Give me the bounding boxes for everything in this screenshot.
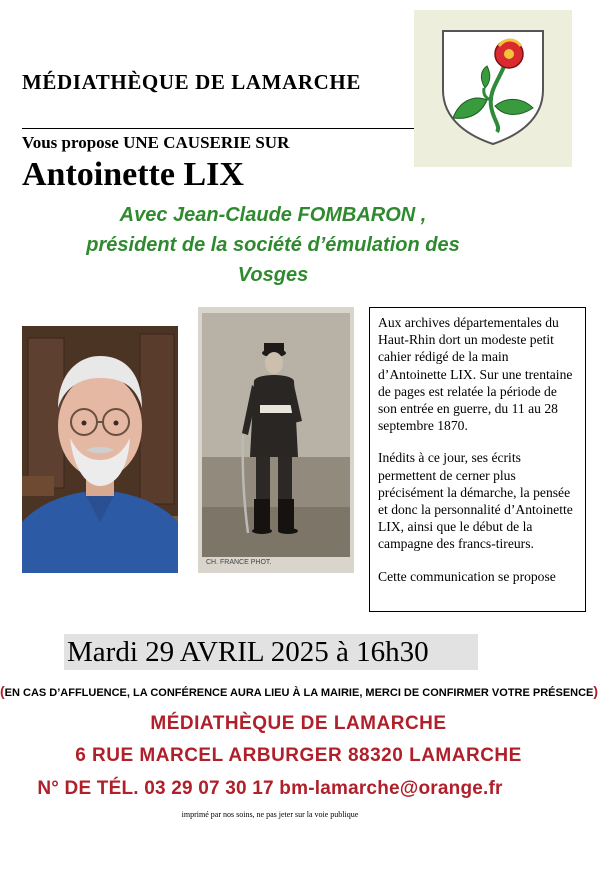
talk-subject: Antoinette LIX (22, 156, 244, 193)
header-rule (22, 128, 414, 129)
print-footnote: imprimé par nos soins, ne pas jeter sur la voie publique (181, 810, 359, 819)
info-paragraph-3: Cette communication se propose (378, 568, 556, 584)
speaker-photo (22, 326, 178, 573)
photo-caption: CH. FRANCE PHOT. (206, 559, 272, 566)
event-date-time: Mardi 29 AVRIL 2025 à 16h30 (64, 634, 478, 670)
speaker-line-3: Vosges (237, 264, 309, 286)
notice-close-paren: ) (593, 683, 598, 699)
info-paragraph-1: Aux archives départementales du Haut-Rhin dort un modeste petit cahier rédigé de la main d’Antoinette LIX. Sur une trentaine de pages est relatée la période de son entrée en guerre, du 11 au 28 septembre 1870. (378, 315, 573, 434)
venue-contact: N° DE TÉL. 03 29 07 30 17 bm-lamarche@orange.fr (37, 778, 503, 799)
notice-open-paren: ( (0, 683, 5, 699)
speaker-line-2: président de la société d’émulation des (86, 234, 460, 256)
rose-shield-icon (439, 28, 547, 146)
capacity-notice (0, 683, 597, 699)
info-paragraph-2: Inédits à ce jour, ses écrits permettent de cerner plus précisément la démarche, la pensée et donc la personnalité d’Antoinette LIX, ainsi que le début de la campagne des francs-tireurs. (378, 450, 573, 552)
info-text-box (369, 307, 586, 612)
speaker-line-1: Avec Jean-Claude FOMBARON , (119, 204, 427, 226)
venue-address: 6 RUE MARCEL ARBURGER 88320 LAMARCHE (75, 745, 522, 766)
venue-name: MÉDIATHÈQUE DE LAMARCHE (150, 713, 447, 734)
antoinette-lix-photo (198, 307, 354, 573)
organization-title: MÉDIATHÈQUE DE LAMARCHE (22, 70, 361, 94)
intro-line: Vous propose UNE CAUSERIE SUR (22, 133, 290, 152)
notice-text: EN CAS D’AFFLUENCE, LA CONFÉRENCE AURA LIEU À LA MAIRIE, MERCI DE CONFIRMER VOTRE PRÉSENCE (4, 687, 594, 699)
coat-of-arms (414, 10, 572, 167)
